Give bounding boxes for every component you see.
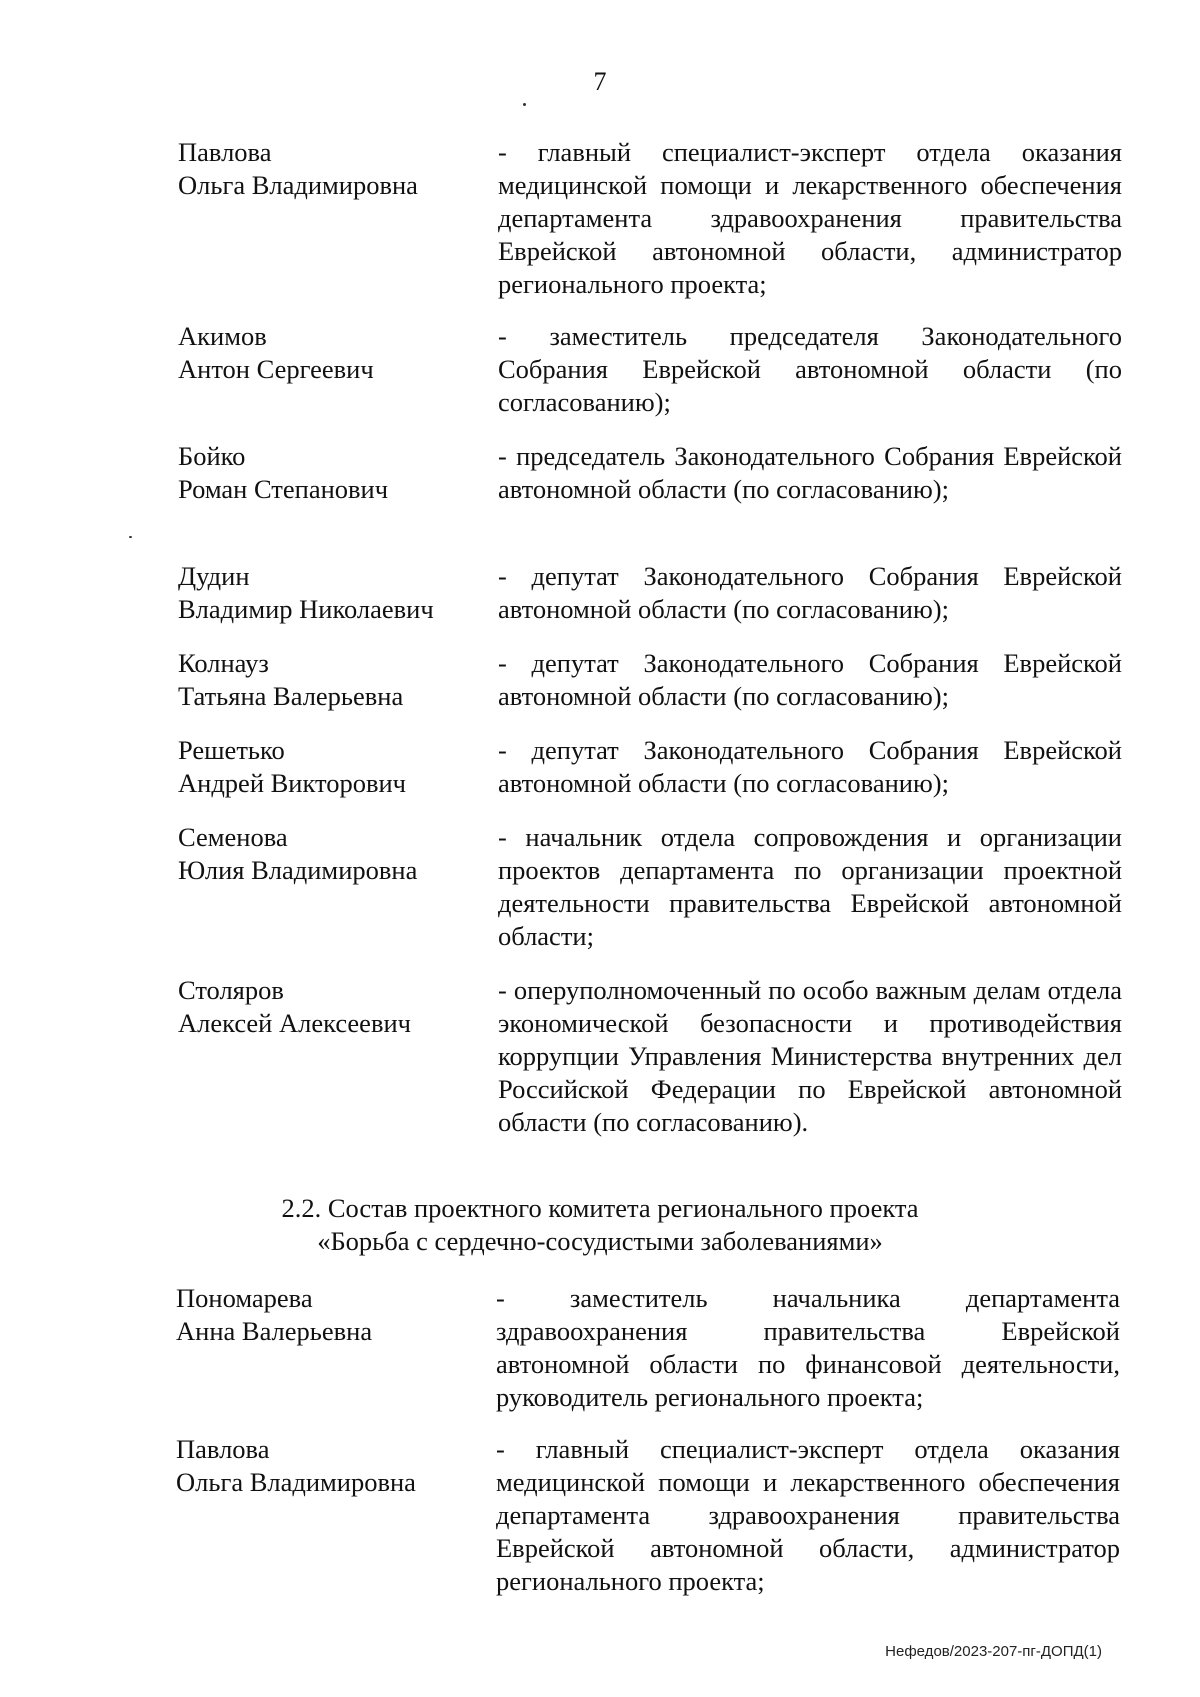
member-surname: Колнауз bbox=[178, 648, 269, 678]
member-name bbox=[178, 647, 478, 713]
member-name bbox=[178, 974, 478, 1040]
member-given-names: Юлия Владимировна bbox=[178, 855, 418, 885]
member-role: - депутат Законодательного Собрания Еврейской автономной области (по согласованию); bbox=[498, 561, 1122, 624]
member-name bbox=[178, 440, 478, 506]
member-entry bbox=[0, 1433, 1198, 1598]
member-role: - депутат Законодательного Собрания Еврейской автономной области (по согласованию); bbox=[498, 735, 1122, 798]
member-entry bbox=[0, 821, 1200, 953]
member-role: - начальник отдела сопровождения и организации проектов департамента по организации проектной деятельности правительства Еврейской автономной области; bbox=[498, 822, 1122, 951]
member-role: - оперуполномоченный по особо важным делам отдела экономической безопасности и противодействия коррупции Управления Министерства внутренних дел Российской Федерации по Еврейской автономной области (по согласованию). bbox=[498, 975, 1122, 1137]
member-surname: Семенова bbox=[178, 822, 288, 852]
member-entry bbox=[0, 320, 1200, 419]
member-given-names: Роман Степанович bbox=[178, 474, 389, 504]
member-role: - заместитель председателя Законодательного Собрания Еврейской автономной области (по согласованию); bbox=[498, 321, 1122, 417]
member-given-names: Антон Сергеевич bbox=[178, 354, 374, 384]
member-given-names: Ольга Владимировна bbox=[176, 1467, 416, 1497]
member-entry bbox=[0, 734, 1200, 800]
member-entry bbox=[0, 1282, 1198, 1414]
member-surname: Павлова bbox=[178, 137, 272, 167]
page-number: 7 bbox=[593, 67, 607, 96]
member-given-names: Алексей Алексеевич bbox=[178, 1008, 411, 1038]
member-surname: Павлова bbox=[176, 1434, 270, 1464]
member-given-names: Владимир Николаевич bbox=[178, 594, 434, 624]
member-surname: Столяров bbox=[178, 975, 284, 1005]
member-name bbox=[178, 320, 478, 386]
member-given-names: Ольга Владимировна bbox=[178, 170, 418, 200]
member-given-names: Татьяна Валерьевна bbox=[178, 681, 404, 711]
member-name bbox=[178, 560, 478, 626]
member-entry bbox=[0, 647, 1200, 713]
document-code: Нефедов/2023-207-пг-ДОПД(1) bbox=[885, 1643, 1102, 1660]
member-surname: Акимов bbox=[178, 321, 267, 351]
member-surname: Пономарева bbox=[176, 1283, 313, 1313]
member-role: - главный специалист-эксперт отдела оказания медицинской помощи и лекарственного обеспечения департамента здравоохранения правительства Еврейской автономной области, администратор регионального проекта; bbox=[498, 137, 1122, 299]
member-name bbox=[176, 1282, 476, 1348]
member-surname: Дудин bbox=[178, 561, 250, 591]
member-name bbox=[178, 821, 478, 887]
member-given-names: Анна Валерьевна bbox=[176, 1316, 373, 1346]
member-entry bbox=[0, 136, 1200, 301]
section-heading-line-2: «Борьба с сердечно-сосудистыми заболеваниями» bbox=[317, 1226, 883, 1256]
member-name bbox=[178, 734, 478, 800]
member-role: - председатель Законодательного Собрания Еврейской автономной области (по согласованию); bbox=[498, 441, 1122, 504]
scan-speck bbox=[129, 536, 132, 538]
section-heading-line-1: 2.2. Состав проектного комитета регионального проекта bbox=[281, 1193, 919, 1223]
scan-speck bbox=[523, 103, 526, 106]
member-role: - депутат Законодательного Собрания Еврейской автономной области (по согласованию); bbox=[498, 648, 1122, 711]
member-name bbox=[176, 1433, 476, 1499]
section-heading bbox=[0, 1192, 1200, 1258]
member-entry bbox=[0, 440, 1200, 506]
member-role: - главный специалист-эксперт отдела оказания медицинской помощи и лекарственного обеспечения департамента здравоохранения правительства Еврейской автономной области, администратор регионального проекта; bbox=[496, 1434, 1120, 1596]
member-given-names: Андрей Викторович bbox=[178, 768, 407, 798]
member-name bbox=[178, 136, 478, 202]
member-surname: Решетько bbox=[178, 735, 285, 765]
member-role: - заместитель начальника департамента здравоохранения правительства Еврейской автономной области по финансовой деятельности, руководитель регионального проекта; bbox=[496, 1283, 1120, 1412]
member-entry bbox=[0, 560, 1200, 626]
member-entry bbox=[0, 974, 1200, 1139]
member-surname: Бойко bbox=[178, 441, 246, 471]
